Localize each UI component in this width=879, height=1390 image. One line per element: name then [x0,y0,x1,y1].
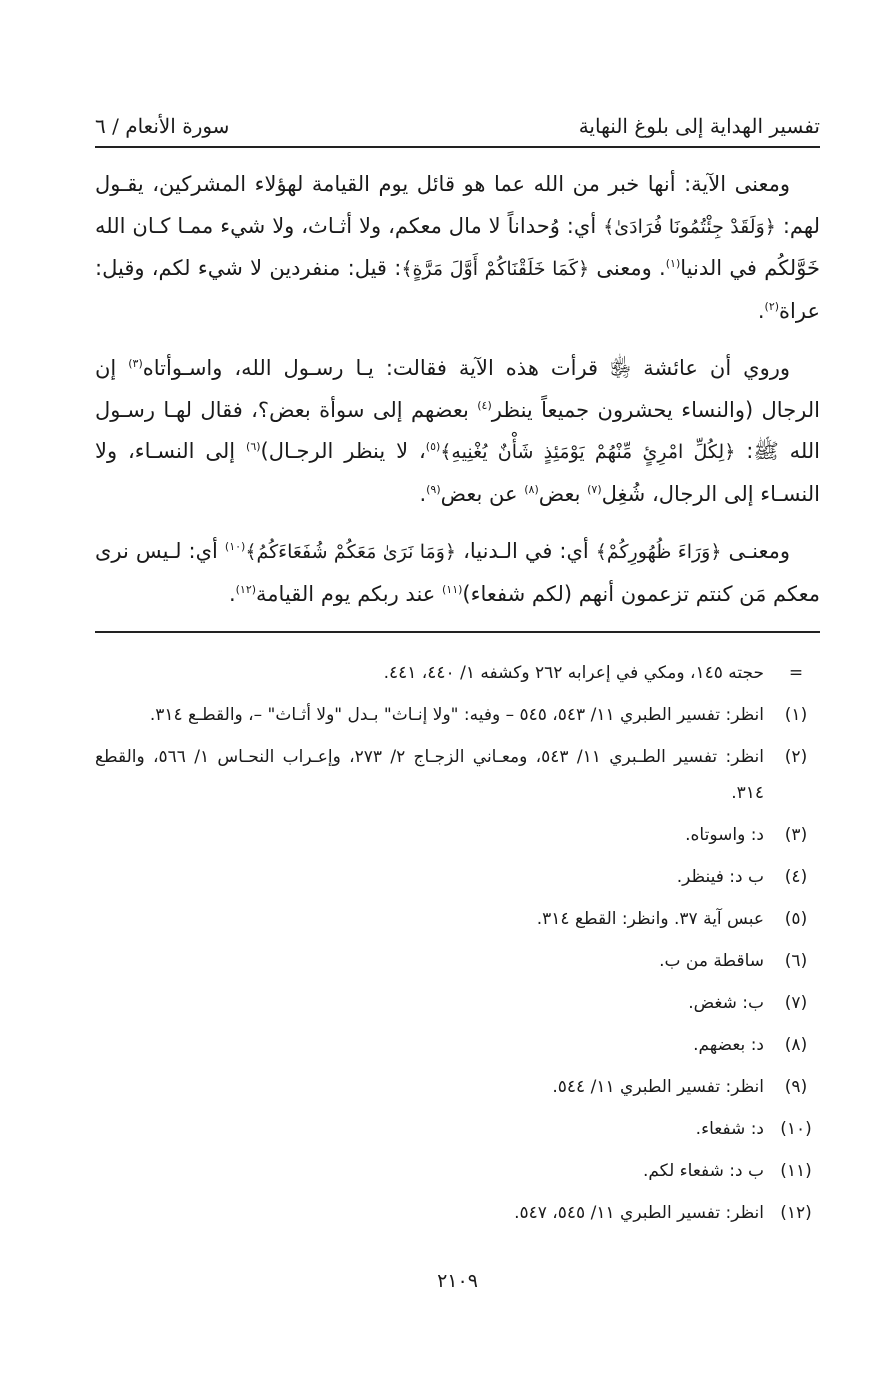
paragraph-2 [95,348,820,515]
footnote-number: (٨) [784,1035,808,1055]
footnote [95,1195,820,1231]
footnote-ref: (٩) [426,482,441,496]
text-run: أي: لـيس نرى معكم مَن كنتم تزعمون أنهم (لكم شفعاء) [95,539,820,606]
text-run: . [419,481,427,506]
footnote-text: ب: شغض. [688,993,764,1013]
footnote [95,1111,820,1147]
page-number: ٢١٠٩ [437,1270,478,1292]
text-run: . [228,581,236,606]
text-run: ، لا ينظر الرجـال) [260,439,426,463]
footnote [95,739,820,811]
footnote-text: انظر: تفسير الطبري ١١/ ٥٤٣، ٥٤٥ – وفيه: "ولا إنـاث" بـدل "ولا أثـاث" –، والقطـع ٣١٤. [149,705,764,725]
text-run: إلى النسـاء، ولا النسـاء إلى الرجال، شُغِل [95,439,820,506]
footnote-ref: (١٢) [235,582,257,596]
text-run: إن الرجال (والنساء يحشرون جميعاً ينظر [95,356,821,422]
footnote-text: ساقطة من ب. [659,951,764,971]
footnote-text: د: واسوتاه. [685,825,764,845]
footnote-text: عبس آية ٣٧. وانظر: القطع ٣١٤. [536,909,764,929]
text-run: : قيل: منفردين لا شيء لكم، وقيل: عراة [95,256,820,323]
footnote-ref: (٤) [477,398,492,412]
footnote [95,817,820,853]
footnote-ref: (٥) [425,440,441,453]
quran-verse: ﴿وَمَا نَرَىٰ مَعَكُمْ شُفَعَاءَكُمُ﴾ [245,541,457,563]
footnote-text: د: بعضهم. [693,1035,764,1055]
header-rule [95,146,820,148]
footnote-text: انظر: تفسير الطـبري ١١/ ٥٤٣، ومعـاني الزجـاج ٢/ ٢٧٣، وإعـراب النحـاس ١/ ٥٦٦، والقطع ٣١٤. [95,747,764,803]
footnote-number: (٤) [784,867,808,887]
footnote [95,1027,820,1063]
footnote-ref: (١١) [442,582,463,596]
footnote-ref: (٧) [587,482,602,496]
quran-verse: ﴿وَرَاءَ ظُهُورِكُمْ﴾ [595,541,722,563]
quran-verse: ﴿لِكُلِّ امْرِئٍ مِّنْهُمْ يَوْمَئِذٍ شَأْنٌ يُغْنِيهِ﴾ [440,441,736,463]
footnote [95,655,820,691]
text-run: ومعنـى [721,539,791,563]
footnote-number: (٦) [784,951,808,971]
page [95,100,820,1320]
text-run: . ومعنى [589,256,666,280]
text-run: أي: وُحداناً لا مال معكم، ولا أثـاث، ولا شيء ممـا كـان الله خَوَّلكُم في الدنيا [95,213,821,280]
footnote-number: (٩) [784,1077,808,1097]
footnote [95,985,820,1021]
footnote-number: (١) [784,705,808,725]
footnote-text: ب د: فينظر. [676,867,764,887]
footnote-ref: (٦) [246,440,261,453]
footnote-number: (١٢) [780,1203,812,1223]
footnotes [95,655,820,1231]
text-run: ومعنى الآية: أنها خبر من الله عما هو قائل يوم القيامة لهؤلاء المشركين، يقـول لهم: [95,172,820,238]
quran-verse: ﴿وَلَقَدْ جِئْتُمُونَا فُرَادَىٰ﴾ [603,215,776,238]
footnote-ref: (١٠) [224,540,246,553]
footnote-number: (٧) [784,993,808,1013]
footnote-number: (١١) [780,1161,812,1181]
text-run: بعض [538,481,588,506]
text-run: وروي أن عائشة ﵂ قرأت هذه الآية فقالت: يـا رسـول الله، واسـوأتاه [142,356,790,380]
quran-verse: ﴿كَمَا خَلَقْنَاكُمْ أَوَّلَ مَرَّةٍ﴾ [401,258,590,280]
footnotes-rule [95,631,820,633]
surah-label: سورة الأنعام / ٦ [95,114,230,138]
footnote-number: (٣) [784,825,808,845]
footnote-ref: (١) [665,257,681,270]
footnote-ref: (٣) [128,357,143,370]
paragraph-3 [95,531,820,615]
footnote-number: (٥) [784,909,808,929]
footnote-text: انظر: تفسير الطبري ١١/ ٥٤٤. [552,1077,764,1097]
book-title: تفسير الهداية إلى بلوغ النهاية [578,114,820,138]
footnote-number: (١٠) [780,1119,812,1139]
footnote-ref: (٢) [764,299,780,313]
footnote [95,859,820,895]
text-run: عند ربكم يوم القيامة [256,581,442,606]
text-run: بعضهم إلى سوأة بعض؟، فقال لهـا رسـول الله ﷺ: [95,397,821,463]
text-run: عن بعض [440,481,525,506]
footnote [95,901,820,937]
footnote-text: حجته ١٤٥، ومكي في إعرابه ٢٦٢ وكشفه ١/ ٤٤٠، ٤٤١. [383,663,764,683]
footnote [95,1069,820,1105]
running-header [95,100,820,136]
main-text [95,164,820,615]
footnote [95,943,820,979]
text-run: أي: في الـدنيا، [456,539,596,563]
footnote-number: (٢) [784,747,808,767]
footnote-ref: (٨) [524,482,539,496]
text-run: . [757,298,765,323]
paragraph-1 [95,164,820,332]
footnote-text: ب د: شفعاء لكم. [642,1161,764,1181]
footnote-text: د: شفعاء. [695,1119,764,1139]
footnote-number: = [788,663,804,683]
footnote [95,697,820,733]
footnote [95,1153,820,1189]
footnote-text: انظر: تفسير الطبري ١١/ ٥٤٥، ٥٤٧. [514,1203,764,1223]
